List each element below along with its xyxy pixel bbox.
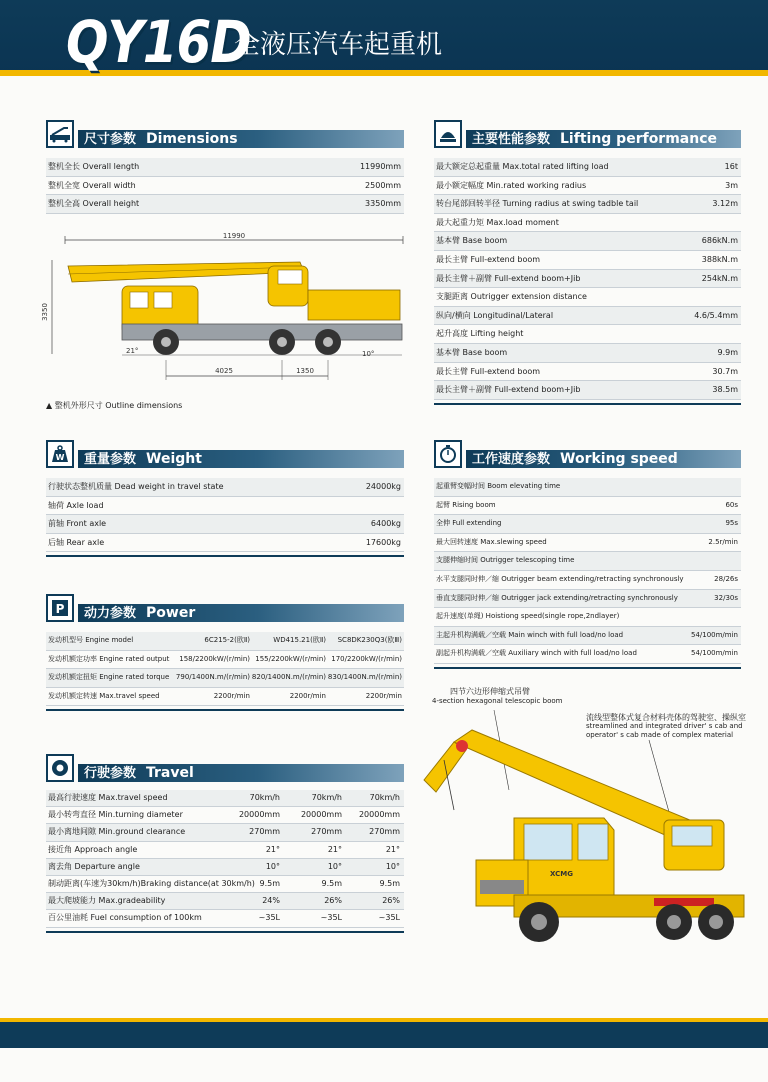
table-row	[434, 515, 741, 534]
cab-note-cn: 流线型整体式复合材料壳体的驾驶室、操纵室	[586, 713, 746, 722]
row-value: 17600kg	[365, 537, 401, 547]
table-end-rule	[46, 552, 404, 557]
speed-title-bar	[466, 450, 741, 468]
row-value-2: 20000mm	[300, 810, 342, 820]
row-label: 转台尾部回转半径 Turning radius at swing tadble tail	[436, 199, 639, 209]
table-row	[434, 363, 741, 382]
table-row	[434, 534, 741, 553]
row-label: 发动机额定转速 Max.travel speed	[48, 691, 160, 700]
row-value: 2.5r/min	[708, 537, 738, 546]
power-title-bar	[78, 604, 404, 622]
table-row	[46, 651, 404, 670]
weight-section	[46, 446, 404, 557]
departure-angle-label: 10°	[362, 350, 375, 358]
row-label: 百公里油耗 Fuel consumption of 100km	[48, 913, 202, 923]
row-value-1: 270mm	[249, 827, 280, 837]
table-row	[46, 688, 404, 707]
row-label: 行驶状态整机质量 Dead weight in travel state	[48, 482, 224, 491]
row-label: 最长主臂＋副臂 Full-extend boom+Jib	[436, 385, 581, 395]
row-label: 纵向/横向 Longitudinal/Lateral	[436, 310, 554, 320]
row-label: 最长主臂 Full-extend boom	[436, 366, 541, 376]
table-row	[46, 515, 404, 534]
cab-note-en-1: streamlined and integrated driver' s cab and	[586, 722, 743, 730]
row-value-1: 70km/h	[249, 793, 280, 802]
speed-section	[434, 446, 741, 669]
row-value-3: 21°	[385, 844, 400, 854]
boom-note-en: 4-section hexagonal telescopic boom	[432, 697, 563, 705]
table-row	[46, 807, 404, 824]
row-value-1: 21°	[265, 844, 280, 854]
row-label: 水平支腿同时伸／缩 Outrigger beam extending/retracting synchronously	[436, 574, 684, 583]
travel-title-cn: 行驶参数	[84, 766, 137, 781]
row-value-2: 21°	[327, 844, 342, 854]
wheelbase-2-label: 1350	[296, 367, 314, 375]
row-value: 16t	[724, 162, 738, 171]
row-label: 最高行驶速度 Max.travel speed	[48, 793, 168, 802]
row-value-3: ~35L	[378, 913, 400, 923]
row-value-2: ~35L	[320, 913, 342, 923]
travel-title-bar	[78, 764, 404, 782]
lifting-header	[434, 126, 741, 152]
table-row	[46, 910, 404, 927]
table-row	[434, 571, 741, 590]
row-label: 最长主臂＋副臂 Full-extend boom+Jib	[436, 273, 581, 283]
speed-title-cn: 工作速度参数	[472, 452, 551, 467]
row-value: 9.9m	[717, 347, 738, 357]
row-label: 起重臂变幅时间 Boom elevating time	[436, 482, 561, 490]
table-row	[46, 790, 404, 807]
row-label: 最大回转速度 Max.slewing speed	[436, 537, 547, 546]
row-label: 最长主臂 Full-extend boom	[436, 254, 541, 264]
footer-stripe	[0, 1018, 768, 1022]
speed-title-en: Working speed	[560, 451, 678, 467]
row-label: 离去角 Departure angle	[48, 861, 140, 871]
row-value-2: 270mm	[311, 827, 342, 837]
row-value-1: 2200r/min	[213, 691, 250, 700]
row-value-3: 26%	[382, 896, 400, 906]
dimensions-title-bar	[78, 130, 404, 148]
table-row	[434, 158, 741, 177]
row-value: 11990mm	[359, 162, 401, 171]
row-value-3: 9.5m	[379, 878, 400, 888]
outline-caption: ▲ 整机外形尺寸 Outline dimensions	[46, 401, 183, 410]
crane-photo	[414, 700, 758, 960]
table-row	[46, 497, 404, 516]
row-value: 54/100m/min	[690, 630, 738, 639]
weight-icon	[46, 440, 74, 468]
travel-header	[46, 760, 404, 786]
boom-note-cn: 四节六边形伸缩式吊臂	[450, 687, 530, 696]
row-label: 整机全宽 Overall width	[48, 180, 136, 190]
row-label: 最大爬坡能力 Max.gradeability	[48, 896, 166, 906]
row-value-2: 155/2200kW/(r/min)	[255, 654, 326, 663]
lifting-title-en: Lifting performance	[560, 131, 718, 147]
row-value-2: 26%	[324, 896, 342, 906]
power-title-cn: 动力参数	[84, 606, 137, 621]
row-value-3: 20000mm	[358, 810, 400, 820]
table-row	[46, 534, 404, 553]
row-value: 686kN.m	[701, 236, 738, 246]
row-label: 前轴 Front axle	[48, 519, 107, 529]
weight-title-en: Weight	[146, 451, 202, 467]
row-value: 54/100m/min	[690, 649, 738, 658]
table-row	[434, 232, 741, 251]
row-label: 最小转弯直径 Min.turning diameter	[48, 810, 183, 820]
row-label: 后轴 Rear axle	[48, 537, 105, 547]
weight-header	[46, 446, 404, 472]
table-end-rule	[46, 706, 404, 711]
row-label: 支腿距离 Outrigger extension distance	[436, 292, 587, 302]
lifting-title-cn: 主要性能参数	[472, 132, 551, 147]
row-value: 32/30s	[714, 593, 738, 602]
row-value-2: 2200r/min	[289, 691, 326, 700]
row-value: 38.5m	[712, 385, 738, 395]
row-label: 起臂 Rising boom	[436, 500, 496, 509]
table-row	[46, 669, 404, 688]
row-label: 起升速度(单绳) Hoistiong speed(single rope,2ndlayer)	[436, 612, 620, 621]
stopwatch-icon	[434, 440, 462, 468]
row-value-3: 70km/h	[369, 793, 400, 802]
table-row	[46, 893, 404, 910]
speed-header	[434, 446, 741, 472]
row-value-1: 790/1400N.m/(r/min)	[175, 673, 250, 682]
weight-table	[46, 478, 404, 557]
table-end-rule	[46, 928, 404, 933]
dimensions-header	[46, 126, 404, 152]
table-end-rule	[434, 664, 741, 669]
row-value: 3m	[725, 180, 738, 190]
table-row	[46, 195, 404, 214]
row-value-2: WD415.21(欧Ⅱ)	[273, 636, 326, 644]
row-value-2: 820/1400N.m/(r/min)	[251, 673, 326, 682]
table-row	[434, 627, 741, 646]
row-value-2: 10°	[327, 861, 342, 871]
dimensions-table	[46, 158, 404, 214]
wheelbase-1-label: 4025	[215, 367, 233, 375]
table-row	[434, 645, 741, 664]
row-label: 整机全长 Overall length	[48, 162, 140, 171]
table-row	[434, 497, 741, 516]
dimensions-title-en: Dimensions	[146, 131, 238, 147]
row-label: 垂直支腿同时伸／缩 Outrigger jack extending/retracting synchronously	[436, 593, 678, 602]
row-label: 发动机额定扭矩 Engine rated torque	[48, 673, 170, 682]
row-value-2: 70km/h	[311, 793, 342, 802]
power-title-en: Power	[146, 605, 196, 621]
row-value-1: 158/2200kW/(r/min)	[179, 654, 250, 663]
row-label: 最大起重力矩 Max.load moment	[436, 217, 559, 227]
row-value-3: 830/1400N.m/(r/min)	[327, 673, 402, 682]
lifting-title-bar	[466, 130, 741, 148]
row-label: 轴荷 Axle load	[48, 500, 104, 510]
row-label: 基本臂 Base boom	[436, 236, 508, 246]
table-row	[434, 195, 741, 214]
row-value-3: 270mm	[369, 827, 400, 837]
table-row	[46, 177, 404, 196]
row-value: 95s	[725, 519, 738, 528]
travel-title-en: Travel	[146, 765, 194, 781]
row-value: 4.6/5.4mm	[694, 310, 738, 320]
row-value: 6400kg	[370, 519, 401, 529]
row-value: 3350mm	[365, 199, 401, 209]
row-value: 2500mm	[365, 180, 401, 190]
table-row	[434, 552, 741, 571]
footer-bar	[0, 1018, 768, 1048]
table-row	[434, 177, 741, 196]
table-row	[46, 859, 404, 876]
brand-label: XCMG	[550, 870, 573, 878]
table-row	[46, 842, 404, 859]
table-row	[46, 158, 404, 177]
row-label: 起升高度 Lifting height	[436, 329, 524, 339]
row-value-2: 9.5m	[321, 878, 342, 888]
table-row	[46, 876, 404, 893]
ruler-crane-icon	[46, 120, 74, 148]
approach-angle-label: 21°	[126, 347, 139, 355]
row-label: 发动机型号 Engine model	[48, 636, 134, 644]
speed-table	[434, 478, 741, 669]
table-row	[46, 824, 404, 841]
row-value: 60s	[725, 500, 738, 509]
table-row	[434, 307, 741, 326]
dimensions-section	[46, 126, 404, 214]
row-value-1: 6C215-2(欧Ⅱ)	[204, 636, 250, 644]
row-label: 接近角 Approach angle	[48, 844, 138, 854]
table-row	[46, 478, 404, 497]
row-label: 最小额定幅度 Min.rated working radius	[436, 180, 587, 190]
table-row	[434, 270, 741, 289]
row-value-1: 9.5m	[259, 878, 280, 888]
model-name-cn: 全液压汽车起重机	[234, 30, 443, 60]
power-icon	[46, 594, 74, 622]
row-label: 发动机额定功率 Engine rated output	[48, 654, 170, 663]
table-row	[434, 590, 741, 609]
row-value: 254kN.m	[701, 273, 738, 283]
row-value: 388kN.m	[701, 254, 738, 264]
table-row	[434, 325, 741, 344]
table-row	[434, 214, 741, 233]
row-label: 主起升机构满载／空载 Main winch with full load/no load	[436, 630, 624, 639]
table-row	[434, 251, 741, 270]
travel-section	[46, 760, 404, 933]
table-end-rule	[434, 400, 741, 405]
row-value-3: 10°	[385, 861, 400, 871]
overall-length-label: 11990	[222, 232, 246, 240]
power-section	[46, 600, 404, 711]
travel-table	[46, 790, 404, 933]
table-row	[434, 478, 741, 497]
row-value: 28/26s	[714, 574, 738, 583]
row-value: 24000kg	[365, 482, 401, 491]
row-value-3: 2200r/min	[365, 691, 402, 700]
row-value-3: 170/2200kW/(r/min)	[331, 654, 402, 663]
height-label: 3350	[41, 303, 49, 321]
row-label: 副起升机构满载／空载 Auxiliary winch with full load/no load	[436, 649, 637, 658]
weight-title-bar	[78, 450, 404, 468]
table-row	[434, 608, 741, 627]
row-label: 基本臂 Base boom	[436, 347, 508, 357]
dimensions-title-cn: 尺寸参数	[84, 132, 137, 147]
row-label: 支腿伸缩时间 Outrigger telescoping time	[436, 556, 575, 565]
power-table	[46, 632, 404, 711]
row-label: 制动距离(车速为30km/h)Braking distance(at 30km/h)	[48, 878, 255, 888]
svg-text:W: W	[55, 453, 65, 462]
svg-text:P: P	[55, 602, 65, 616]
table-row	[46, 632, 404, 651]
table-row	[434, 381, 741, 400]
row-label: 全伸 Full extending	[436, 519, 502, 528]
row-value-1: 20000mm	[238, 810, 280, 820]
row-value: 30.7m	[712, 366, 738, 376]
outline-dimensions-drawing	[38, 232, 410, 382]
tire-icon	[46, 754, 74, 782]
row-value-1: ~35L	[258, 913, 280, 923]
weight-title-cn: 重量参数	[84, 452, 137, 467]
cab-note-en-2: operator' s cab made of complex material	[586, 731, 734, 739]
row-value-3: SC8DK230Q3(欧Ⅲ)	[337, 636, 402, 644]
row-label: 最大额定总起重量 Max.total rated lifting load	[436, 162, 609, 171]
row-label: 最小离地间隙 Min.ground clearance	[48, 827, 186, 837]
lifting-section	[434, 126, 741, 405]
table-row	[434, 288, 741, 307]
table-row	[434, 344, 741, 363]
row-value: 3.12m	[712, 199, 738, 209]
model-title: QY16D	[66, 9, 251, 76]
row-label: 整机全高 Overall height	[48, 199, 140, 209]
row-value-1: 24%	[262, 896, 280, 906]
hook-icon	[434, 120, 462, 148]
lifting-table	[434, 158, 741, 405]
row-value-1: 10°	[265, 861, 280, 871]
power-header	[46, 600, 404, 626]
